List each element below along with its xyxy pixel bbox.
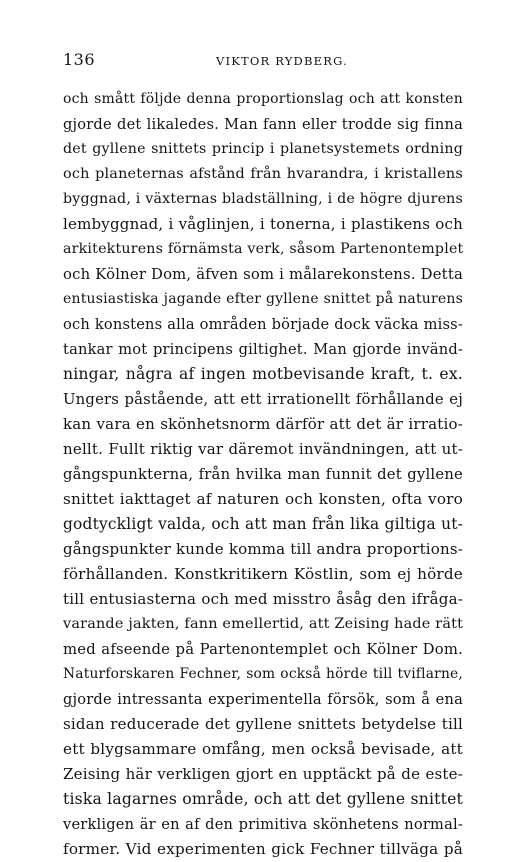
text-line: tiska lagarnes område, och att det gyllene snittet bbox=[63, 790, 463, 808]
text-line: verkligen är en af den primitiva skönhetens normal- bbox=[63, 816, 463, 833]
text-line: godtyckligt valda, och att man från lika giltiga ut- bbox=[63, 515, 463, 533]
text-line: Ungers påstående, att ett irrationellt förhållande ej bbox=[63, 391, 463, 408]
text-line: Zeising här verkligen gjort en upptäckt på de este- bbox=[63, 765, 463, 783]
text-line: det gyllene snittets princip i planetsystemets ordning bbox=[63, 141, 463, 157]
text-line: och Kölner Dom, äfven som i målarekonstens. Detta bbox=[63, 266, 463, 283]
text-line: nellt. Fullt riktig var däremot invändningen, att ut- bbox=[63, 440, 463, 458]
text-line: byggnad, i växternas bladställning, i de högre djurens bbox=[63, 191, 463, 207]
text-line: former. Vid experimenten gick Fechner tillväga på bbox=[63, 840, 463, 858]
text-line: med afseende på Partenontemplet och Kölner Dom. bbox=[63, 641, 463, 658]
text-line: och konstens alla områden började dock väcka miss- bbox=[63, 316, 463, 333]
body-text bbox=[63, 87, 463, 862]
text-line: förhållanden. Konstkritikern Köstlin, som ej hörde bbox=[63, 565, 463, 583]
text-line: kan vara en skönhetsnorm därför att det är irratio- bbox=[63, 415, 463, 433]
text-line: ningar, några af ingen motbevisande kraft, t. ex. bbox=[63, 365, 463, 383]
text-line: Naturforskaren Fechner, som också hörde till tviflarne, bbox=[63, 666, 463, 682]
text-line: lembyggnad, i våglinjen, i tonerna, i plastikens och bbox=[63, 215, 463, 233]
text-line: snittet iakttaget af naturen och konsten, ofta voro bbox=[63, 490, 463, 508]
text-line: tankar mot principens giltighet. Man gjorde invänd- bbox=[63, 341, 463, 358]
text-line: gjorde intressanta experimentella försök, som å ena bbox=[63, 691, 463, 708]
text-line: och planeternas afstånd från hvarandra, i kristallens bbox=[63, 166, 463, 182]
text-line: gångspunkter kunde komma till andra proportions- bbox=[63, 540, 464, 558]
text-line: sidan reducerade det gyllene snittets betydelse till bbox=[63, 715, 463, 733]
page-number: 136 bbox=[63, 50, 96, 69]
text-line: gjorde det likaledes. Man fann eller trodde sig finna bbox=[63, 116, 463, 133]
text-line: entusiastiska jagande efter gyllene snittet på naturens bbox=[63, 291, 463, 307]
text-line: och smått följde denna proportionslag och att konsten bbox=[63, 91, 463, 107]
text-line: till entusiasterna och med misstro åsåg den ifråga- bbox=[63, 590, 463, 608]
text-line: gångspunkterna, från hvilka man funnit det gyllene bbox=[63, 466, 463, 483]
text-line: ett blygsammare omfång, men också bevisade, att bbox=[63, 740, 463, 758]
text-line: arkitekturens förnämsta verk, såsom Partenontemplet bbox=[63, 241, 464, 257]
running-head: VIKTOR RYDBERG. bbox=[216, 54, 348, 68]
page-header bbox=[63, 48, 463, 72]
text-line: varande jakten, fann emellertid, att Zeising hade rätt bbox=[63, 616, 464, 632]
